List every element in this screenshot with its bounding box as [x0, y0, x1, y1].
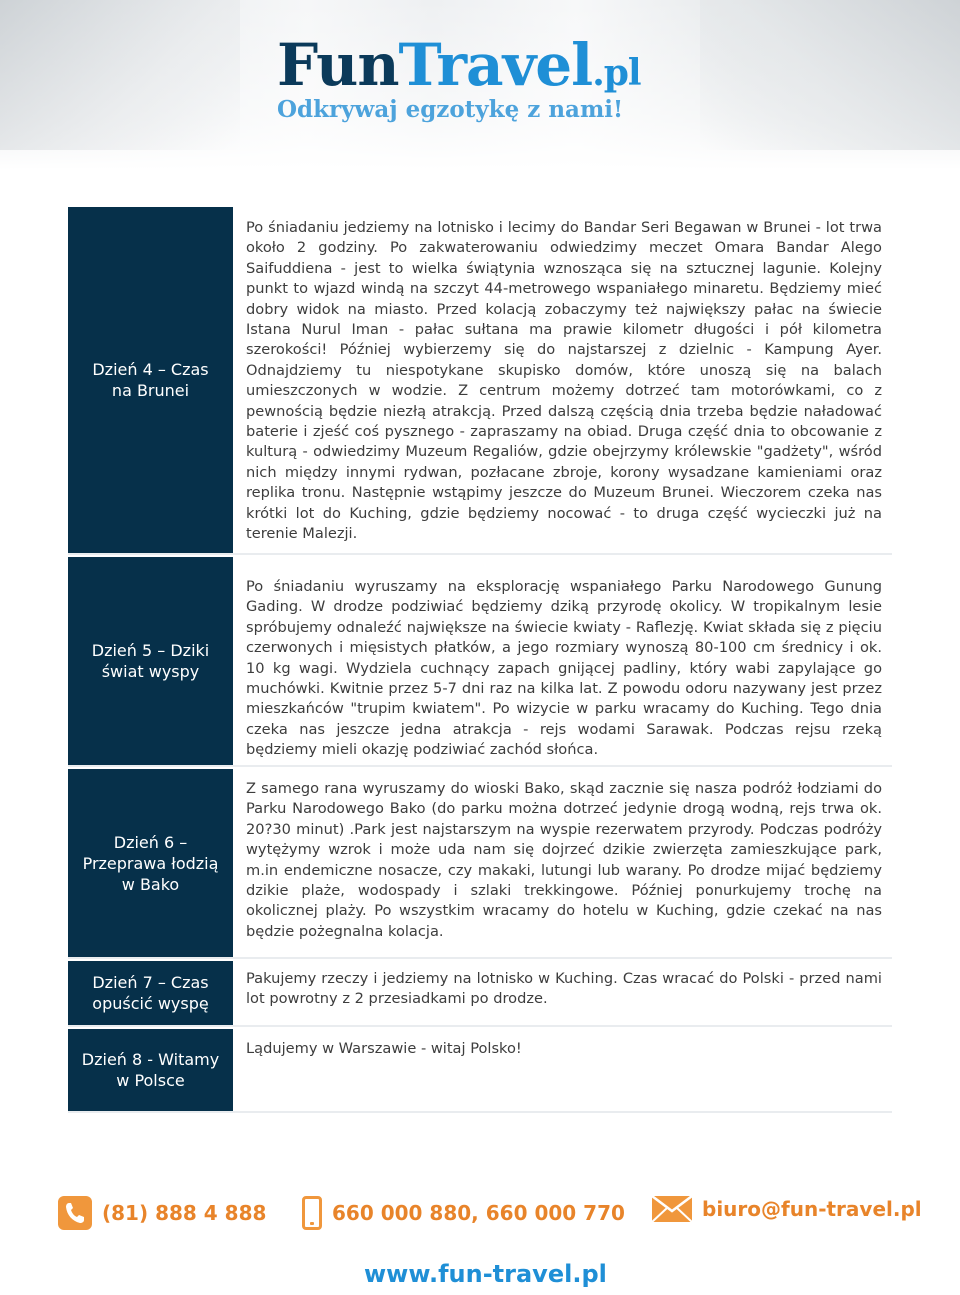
itinerary-row — [68, 767, 892, 959]
day-title: Dzień 4 – Czas na Brunei — [68, 207, 233, 553]
header-banner — [0, 0, 960, 170]
day-title: Dzień 7 – Czas opuścić wyspę — [68, 959, 233, 1025]
mobile-numbers[interactable]: 660 000 880, 660 000 770 — [332, 1201, 625, 1225]
header-photo-right — [700, 0, 960, 150]
mail-icon — [652, 1196, 692, 1222]
phone-number[interactable]: (81) 888 4 888 — [102, 1201, 267, 1225]
logo-pl: .pl — [592, 52, 641, 94]
website-link[interactable]: www.fun-travel.pl — [364, 1260, 607, 1288]
header-photo-left — [0, 0, 240, 150]
email-address[interactable]: biuro@fun-travel.pl — [702, 1197, 922, 1221]
contact-email[interactable] — [652, 1196, 922, 1222]
itinerary-row — [68, 959, 892, 1027]
mobile-icon — [302, 1196, 322, 1230]
itinerary-table — [68, 207, 892, 1113]
contact-phone[interactable] — [58, 1196, 266, 1230]
itinerary-row — [68, 555, 892, 767]
itinerary-row — [68, 207, 892, 555]
footer — [0, 1190, 960, 1295]
day-title: Dzień 5 – Dziki świat wyspy — [68, 555, 233, 765]
day-title: Dzień 6 – Przeprawa łodzią w Bako — [68, 767, 233, 957]
day-description: Po śniadaniu jedziemy na lotnisko i lecimy do Bandar Seri Begawan w Brunei - lot trwa około 2 godziny. Po zakwaterowaniu odwiedzimy meczet Omara Bandar Alego Saifuddiena - jest to wielka świątynia wznosząca się na sztucznej lagunie. Kolejny punkt to wjazd windą na szczyt 44-metrowego wspaniałego minaretu. Będziemy mieć dobry widok na miasto. Przed kolacją zobaczymy też największy pałac na świecie Istana Nurul Iman - pałac sułtana ma prawie kilometr długości i pół kilometra szerokości! Później wybierzemy się do najstarszej z dzielnic - Kampung Ayer. Odnajdziemy tu niespotykane skupisko domów, które unoszą się na balach umieszczonych w wodzie. Z centrum możemy dotrzeć tam motorówkami, co z pewnością będzie niezłą atrakcją. Przed dalszą częścią dnia trzeba będzie naładować baterie i zjeść coś pysznego - zapraszamy na obiad. Druga część dnia to obcowanie z kulturą - odwiedzimy Muzeum Regaliów, gdzie obejrzymy królewskie "gadżety", wśród nich między innymi rydwan, pozłacane zbroje, korony wysadzane kamieniami oraz replika tronu. Następnie wstąpimy jeszcze do Muzeum Brunei. Wieczorem czeka nas krótki lot do Kuching, gdzie będziemy nocować - to druga część wycieczki już na terenie Malezji. — [246, 219, 882, 543]
logo-fun: Fun — [277, 31, 399, 99]
day-description: Z samego rana wyruszamy do wioski Bako, skąd zacznie się nasza podróż łodziami do Parku Narodowego Bako (do parku można dotrzeć jedynie drogą wodną, rejs trwa ok. 20?30 minut) .Park jest najstarszym na wyspie rezerwatem przyrody. Podczas podróży wytężymy wzrok i może uda nam się dojrzeć dzikie zwierzęta zamieszkujące park, m.in endemiczne nosacze, czy makaki, lutungi lub warany. Po drodze mijać będziemy dzikie plaże, wodospady i szlaki trekkingowe. Później ponurkujemy trochę na okolicznej plaży. Po wszystkim wracamy do hotelu w Kuching, gdzie czekać na nas będzie pożegnalna kolacja. — [246, 780, 882, 940]
day-title: Dzień 8 - Witamy w Polsce — [68, 1027, 233, 1111]
day-description: Pakujemy rzeczy i jedziemy na lotnisko w Kuching. Czas wracać do Polski - przed nami lot powrotny z 2 przesiadkami po drodze. — [246, 970, 882, 1008]
itinerary-row — [68, 1027, 892, 1113]
day-description: Po śniadaniu wyruszamy na eksplorację wspaniałego Parku Narodowego Gunung Gading. W drodze podziwiać będziemy dziką przyrodę okolicy. W tropikalnym lesie spróbujemy odnaleźć największe na świecie kwiaty - Raflezję. Kwiat składa się z pięciu czerwonych i mięsistych płatków, a jego rozmiary wynoszą 80-100 cm średnicy i ok. 10 kg wagi. Wydziela cuchnący zapach gnijącej padliny, który wabi zapylające go muchówki. Kwitnie przez 5-7 dni raz na kilka lat. Z powodu odoru nazywany jest przez mieszkańców "trupim kwiatem". Po wizycie w parku wracamy do Kuching. Tego dnia czeka nas jeszcze jedna atrakcja - rejs wodami Sarawak. Podczas rejsu rzeką będziemy mieli okazję podziwiać zachód słońca. — [246, 578, 882, 759]
day-description: Lądujemy w Warszawie - witaj Polsko! — [246, 1040, 522, 1057]
contact-mobile[interactable] — [302, 1196, 625, 1230]
phone-icon — [58, 1196, 92, 1230]
tagline: Odkrywaj egzotykę z nami! — [277, 96, 624, 123]
logo-travel: Travel — [398, 31, 593, 99]
